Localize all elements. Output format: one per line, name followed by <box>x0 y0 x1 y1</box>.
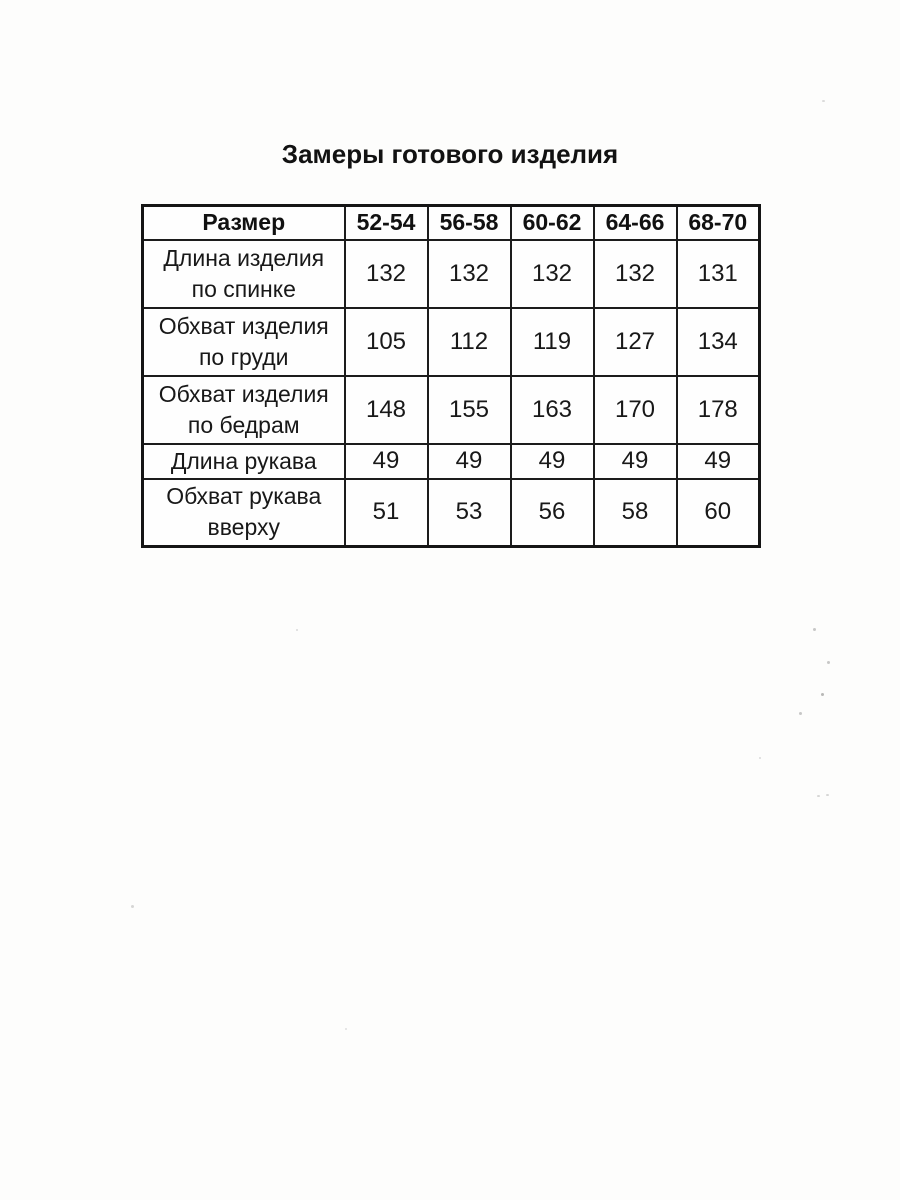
scan-speck <box>813 628 816 631</box>
value-cell: 132 <box>345 240 428 308</box>
value-cell: 132 <box>594 240 677 308</box>
table-row-chest-girth <box>143 308 760 376</box>
value-cell: 112 <box>428 308 511 376</box>
table-row-hip-girth <box>143 376 760 444</box>
row-label-line: Обхват изделия <box>158 312 329 339</box>
value-cell: 49 <box>511 444 594 479</box>
header-cell-size-label: Размер <box>143 206 345 240</box>
table-row-back-length <box>143 240 760 308</box>
scan-speck <box>799 712 802 715</box>
header-cell-size-range: 68-70 <box>677 206 760 240</box>
scan-speck <box>131 905 134 908</box>
row-label-line: Обхват рукава <box>166 483 322 510</box>
value-cell: 58 <box>594 479 677 547</box>
row-label-line: по спинке <box>191 275 296 302</box>
value-cell: 56 <box>511 479 594 547</box>
value-cell: 49 <box>677 444 760 479</box>
row-label <box>143 444 345 479</box>
scan-speck <box>826 794 829 796</box>
row-label <box>143 376 345 444</box>
value-cell: 119 <box>511 308 594 376</box>
value-cell: 49 <box>345 444 428 479</box>
page-title: Замеры готового изделия <box>281 139 619 169</box>
header-cell-size-range: 56-58 <box>428 206 511 240</box>
table-header-row <box>143 206 760 240</box>
table-row-sleeve-top-girth <box>143 479 760 547</box>
scan-speck <box>759 757 761 759</box>
value-cell: 132 <box>428 240 511 308</box>
value-cell: 60 <box>677 479 760 547</box>
row-label-line: вверху <box>207 514 280 541</box>
row-label-line: Длина рукава <box>170 447 317 474</box>
row-label-line: Длина изделия <box>163 244 325 271</box>
row-label-line: по груди <box>198 343 289 370</box>
row-label <box>143 240 345 308</box>
header-cell-size-range: 60-62 <box>511 206 594 240</box>
row-label <box>143 308 345 376</box>
scan-speck <box>817 795 820 797</box>
row-label-line: по бедрам <box>187 411 300 438</box>
scan-speck <box>821 693 824 696</box>
value-cell: 148 <box>345 376 428 444</box>
value-cell: 51 <box>345 479 428 547</box>
value-cell: 131 <box>677 240 760 308</box>
scan-speck <box>827 661 830 664</box>
value-cell: 53 <box>428 479 511 547</box>
row-label-line: Обхват изделия <box>158 380 329 407</box>
value-cell: 134 <box>677 308 760 376</box>
value-cell: 178 <box>677 376 760 444</box>
header-cell-size-range: 52-54 <box>345 206 428 240</box>
header-cell-size-range: 64-66 <box>594 206 677 240</box>
value-cell: 155 <box>428 376 511 444</box>
value-cell: 127 <box>594 308 677 376</box>
value-cell: 163 <box>511 376 594 444</box>
scan-speck <box>822 100 825 102</box>
size-measurements-table <box>141 204 761 548</box>
row-label <box>143 479 345 547</box>
value-cell: 170 <box>594 376 677 444</box>
value-cell: 105 <box>345 308 428 376</box>
value-cell: 49 <box>428 444 511 479</box>
scan-speck <box>296 629 298 631</box>
table-row-sleeve-length <box>143 444 760 479</box>
scan-speck <box>345 1028 347 1030</box>
value-cell: 132 <box>511 240 594 308</box>
value-cell: 49 <box>594 444 677 479</box>
